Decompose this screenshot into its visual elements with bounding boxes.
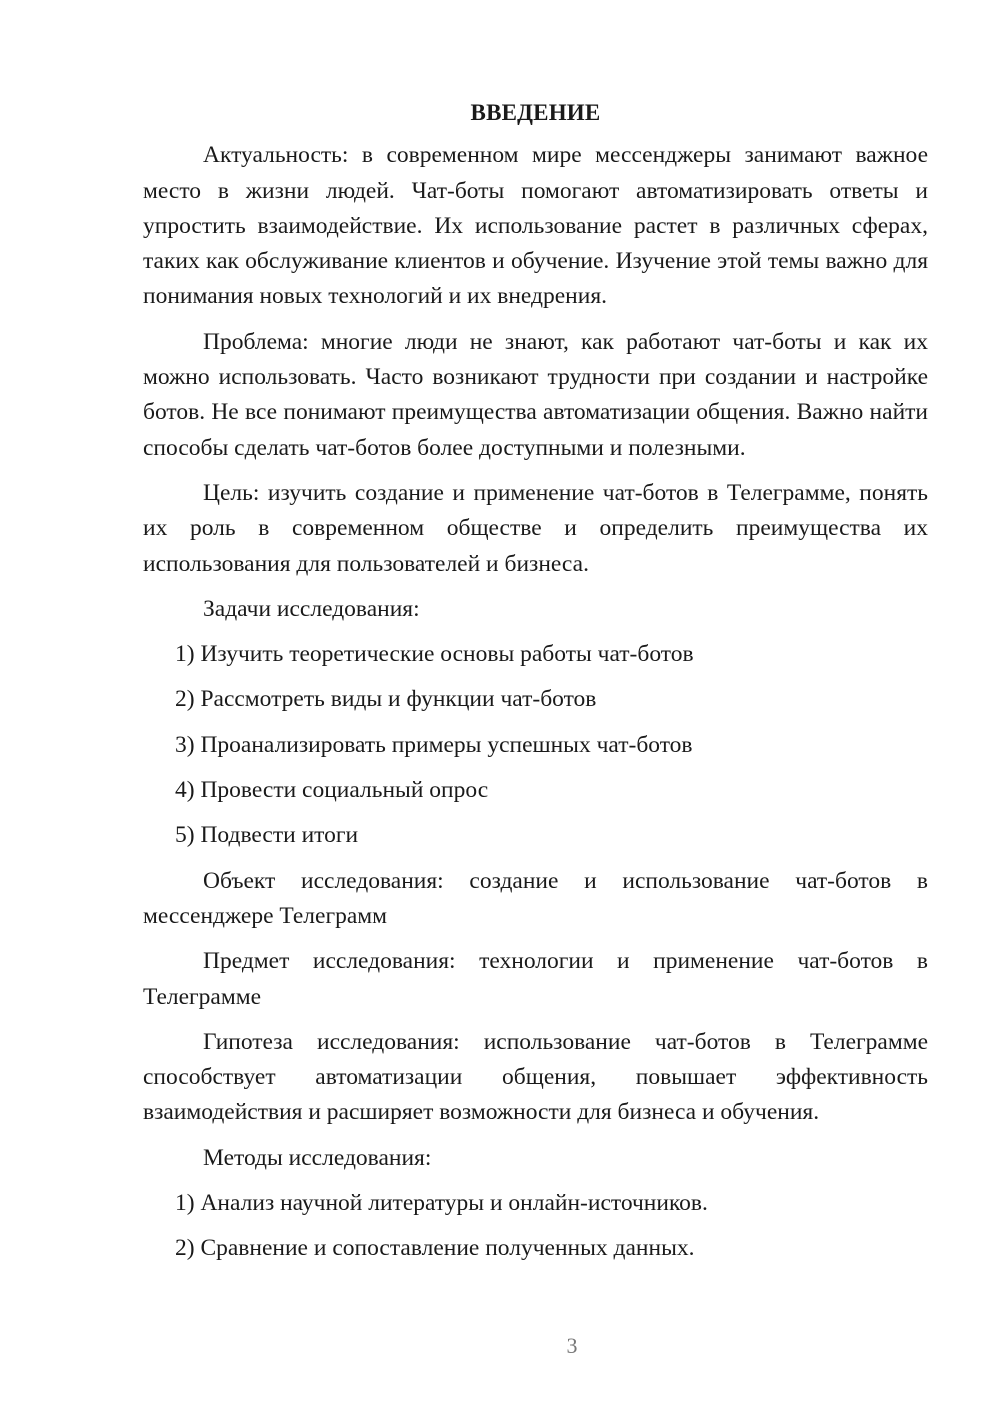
object-paragraph: Объект исследования: создание и использование чат-ботов в мессенджере Телеграмм — [143, 867, 928, 929]
tasks-label: Задачи исследования: — [203, 595, 420, 622]
list-item: 4) Провести социальный опрос — [175, 777, 489, 804]
page-content — [143, 95, 928, 1277]
tasks-list — [143, 637, 928, 853]
list-item: 5) Подвести итоги — [175, 822, 359, 849]
page-title: ВВЕДЕНИЕ — [470, 100, 601, 125]
problem-paragraph: Проблема: многие люди не знают, как работают чат-боты и как их можно использовать. Часто возникают трудности при создании и настройке ботов. Не все понимают преимущества автоматизации общения. Важно найти способы сделать чат-ботов более доступными и полезными. — [143, 328, 928, 461]
methods-list — [143, 1186, 928, 1267]
goal-paragraph: Цель: изучить создание и применение чат-ботов в Телеграмме, понять их роль в современном обществе и определить преимущества их использования для пользователей и бизнеса. — [143, 479, 928, 577]
page-number: 3 — [566, 1333, 578, 1358]
list-item: 1) Изучить теоретические основы работы чат-ботов — [175, 641, 694, 668]
list-item: 1) Анализ научной литературы и онлайн-источников. — [175, 1190, 708, 1217]
list-item: 2) Рассмотреть виды и функции чат-ботов — [175, 686, 597, 713]
subject-paragraph: Предмет исследования: технологии и применение чат-ботов в Телеграмме — [143, 948, 928, 1010]
hypothesis-paragraph: Гипотеза исследования: использование чат-ботов в Телеграмме способствует автоматизации общения, повышает эффективность взаимодействия и расширяет возможности для бизнеса и обучения. — [143, 1028, 928, 1126]
relevance-paragraph: Актуальность: в современном мире мессенджеры занимают важное место в жизни людей. Чат-боты помогают автоматизировать ответы и упростить взаимодействие. Их использование растет в различных сферах, таких как обслуживание клиентов и обучение. Изучение этой темы важно для понимания новых технологий и их внедрения. — [143, 142, 928, 310]
list-item: 3) Проанализировать примеры успешных чат-ботов — [175, 731, 693, 758]
list-item: 2) Сравнение и сопоставление полученных данных. — [175, 1235, 695, 1262]
methods-label: Методы исследования: — [203, 1144, 432, 1171]
